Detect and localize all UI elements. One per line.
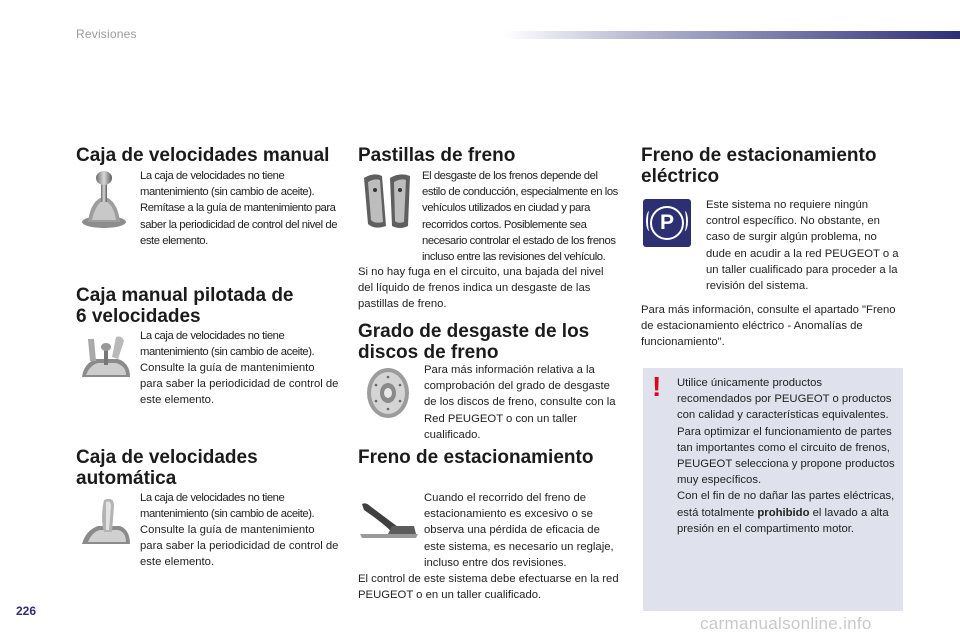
pilot-gearbox-text-2: Consulte la guía de mantenimiento para saber la periodicidad de control de este elemento. xyxy=(140,362,339,407)
warning-prohibited: prohibido xyxy=(757,506,810,519)
parking-brake-text-1: Cuando el recorrido del freno de estacionamiento es excesivo o se observa una pérdida de eficacia de este sistema, es necesario un reglaje, incluso entre dos revisiones. xyxy=(424,492,614,569)
paddle-shifter-icon xyxy=(78,333,134,383)
electric-parking-text-1: Este sistema no requiere ningún control específico. No obstante, en caso de surgir algún problema, no dude en acudir a la red PEUGEOT o a un taller cualificado para proceder a la revisión del sistema. xyxy=(706,199,899,293)
watermark: carmanualsonline.info xyxy=(700,614,872,633)
warning-exclamation-icon: ! xyxy=(652,371,662,402)
brake-disc-icon xyxy=(362,365,414,421)
heading-pilot-line1: Caja manual pilotada de xyxy=(76,285,294,306)
gear-lever-icon xyxy=(80,168,132,230)
heading-discs-line1: Grado de desgaste de los xyxy=(358,321,590,342)
pilot-gearbox-text-1: La caja de velocidades no tiene mantenimiento (sin cambio de aceite). xyxy=(140,330,315,359)
heading-electric-line2: eléctrico xyxy=(641,166,720,187)
automatic-gearbox-text-1: La caja de velocidades no tiene mantenimiento (sin cambio de aceite). xyxy=(140,492,315,521)
heading-automatic-line1: Caja de velocidades xyxy=(76,447,258,468)
heading-parking-brake: Freno de estacionamiento xyxy=(358,447,594,468)
automatic-gearbox-text-2: Consulte la guía de mantenimiento para saber la periodicidad de control de este elemento. xyxy=(140,524,339,569)
manual-gearbox-text: La caja de velocidades no tiene mantenimiento (sin cambio de aceite). Remítase a la guía de mantenimiento para saber la periodicidad de control del nivel de este elemento. xyxy=(140,170,338,247)
parking-brake-text-2: El control de este sistema debe efectuarse en la red PEUGEOT o en un taller cualificado. xyxy=(358,573,619,602)
brake-pads-text-1: El desgaste de los frenos depende del estilo de conducción, especialmente en los vehículos utilizados en ciudad y para recorridos cortos. Posiblemente sea necesario controlar el estado de los frenos incluso entre las revisiones del vehículo. xyxy=(422,170,618,264)
brake-pads-text-1a xyxy=(422,168,622,265)
heading-electric-line1: Freno de estacionamiento xyxy=(641,145,877,166)
heading-manual-gearbox: Caja de velocidades manual xyxy=(76,145,330,166)
parking-brake-lever-icon xyxy=(358,500,420,540)
warning-text-3-post: el lavado a alta presión en el compartimento motor. xyxy=(677,506,889,535)
warning-text-1: Utilice únicamente productos recomendados por PEUGEOT o productos con calidad y características equivalentes. xyxy=(677,377,892,422)
parking-button-icon xyxy=(643,199,691,247)
electric-parking-text-2: Para más información, consulte el apartado "Freno de estacionamiento eléctrico - Anomalías de funcionamiento". xyxy=(641,304,896,349)
brake-pads-text-2: Si no hay fuga en el circuito, una bajada del nivel del líquido de frenos indica un desgaste de las pastillas de freno. xyxy=(358,266,604,311)
heading-discs-line2: discos de freno xyxy=(358,342,499,363)
automatic-lever-icon xyxy=(80,494,132,550)
brake-pads-icon xyxy=(360,170,418,232)
heading-automatic-line2: automática xyxy=(76,468,177,489)
warning-text xyxy=(677,375,899,537)
heading-electric-parking-brake xyxy=(641,145,911,187)
header-bar xyxy=(505,31,960,39)
heading-brake-pads: Pastillas de freno xyxy=(358,145,516,166)
parking-p-glyph: P xyxy=(650,206,684,240)
warning-text-2: Para optimizar el funcionamiento de partes tan importantes como el circuito de frenos, PEUGEOT selecciona y propone productos muy específicos. xyxy=(677,425,895,487)
heading-brake-discs xyxy=(358,321,620,363)
warning-text-3 xyxy=(677,488,899,537)
page-number: 226 xyxy=(16,604,37,618)
section-label: Revisiones xyxy=(76,27,137,41)
heading-automatic-gearbox xyxy=(76,447,336,489)
warning-text-3-pre: Con el fin de no dañar las partes eléctricas, está totalmente xyxy=(677,490,895,519)
heading-pilot-line2: 6 velocidades xyxy=(76,306,201,327)
heading-pilot-gearbox xyxy=(76,285,336,327)
brake-discs-text: Para más información relativa a la comprobación del grado de desgaste de los discos de freno, consulte con la Red PEUGEOT o con un taller cualificado. xyxy=(424,364,616,441)
